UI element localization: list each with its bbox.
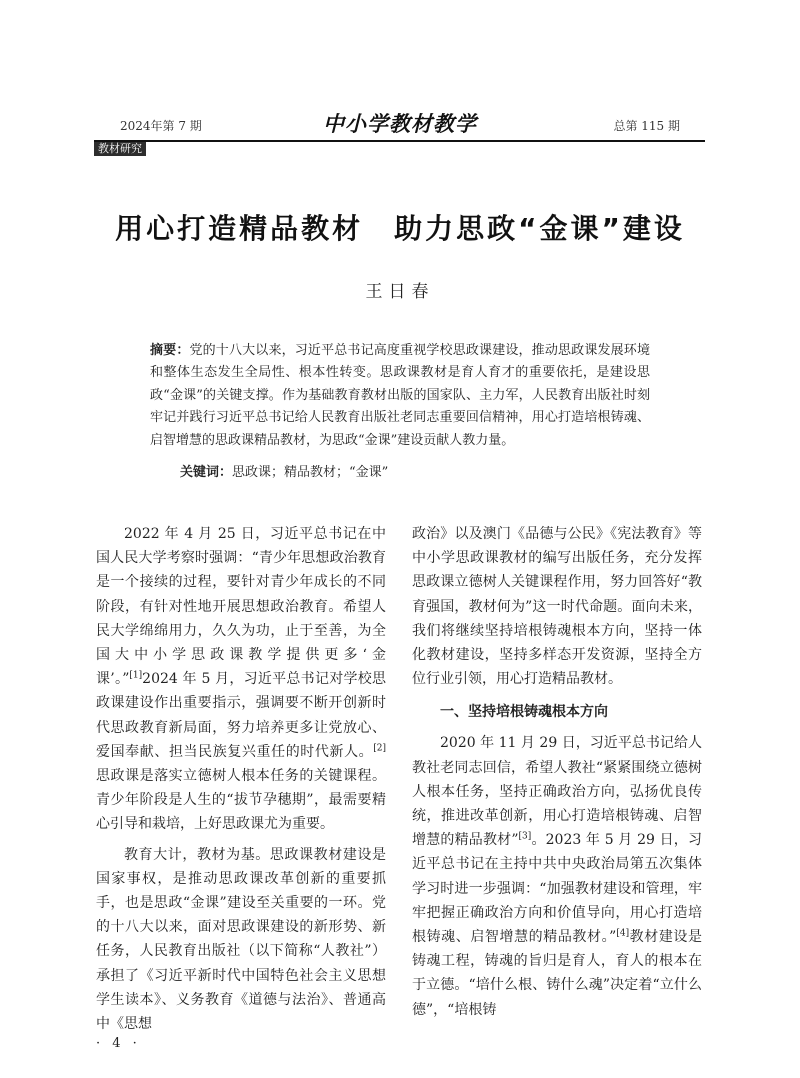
section-tag: 教材研究	[94, 142, 146, 156]
citation-ref: [4]	[616, 928, 630, 939]
paragraph-text: 。2023 年 5 月 29 日，习近平总书记在主持中共中央政治局第五次集体学习时进一步强调：“加强教材建设和管理，牢牢把握正确政治方向和价值导向，用心打造培根铸魂、启智增慧的精品教材。”	[412, 832, 702, 946]
page-number: · 4 ·	[96, 1036, 141, 1051]
paragraph	[412, 731, 702, 1021]
paragraph-text: 2024 年 5 月，习近平总书记对学校思政课建设作出重要指示，强调要不断开创新时代思政教育新局面，努力培养更多让党放心、爱国奉献、担当民族复兴重任的时代新人。	[96, 671, 387, 760]
journal-logo: 中小学教材教学	[323, 111, 477, 136]
keywords	[180, 462, 388, 484]
abstract-text: 党的十八大以来，习近平总书记高度重视学校思政课建设，推动思政课发展环境和整体生态发生全局性、根本性转变。思政课教材是育人育才的重要依托，是建设思政“金课”的关键支撑。作为基础教育教材出版的国家队、主力军，人民教育出版社时刻牢记并践行习近平总书记给人民教育出版社老同志重要回信精神，用心打造培根铸魂、启智增慧的思政课精品教材，为思政“金课”建设贡献人教力量。	[150, 343, 650, 448]
total-issue-label: 总第 115 期	[613, 119, 680, 133]
abstract	[150, 340, 650, 452]
paragraph-text: 思政课是落实立德树人根本任务的关键课程。青少年阶段是人生的“拔节孕穗期”，最需要精心引导和栽培，上好思政课尤为重要。	[96, 768, 386, 833]
article-title: 用心打造精品教材 助力思政“金课”建设	[115, 212, 685, 245]
keywords-label: 关键词：	[180, 465, 233, 480]
abstract-label: 摘要：	[150, 343, 190, 358]
paragraph	[96, 522, 386, 837]
body-column-left	[96, 522, 386, 1036]
article-author: 王日春	[365, 282, 435, 302]
paragraph: 教育大计，教材为基。思政课教材建设是国家事权，是推动思政课改革创新的重要抓手，也是思政“金课”建设至关重要的一环。党的十八大以来，面对思政课建设的新形势、新任务，人民教育出版社（以下简称“人教社”）承担了《习近平新时代中国特色社会主义思想学生读本》、义务教育《道德与法治》、普通高中《思想	[96, 846, 386, 1033]
section-heading: 一、坚持培根铸魂根本方向	[440, 704, 608, 721]
paragraph-continuation: 政治》以及澳门《品德与公民》《宪法教育》等中小学思政课教材的编写出版任务，充分发挥思政课立德树人关键课程作用，努力回答好“教育强国，教材何为”这一时代命题。面向未来，我们将继续坚持培根铸魂根本方向，坚持一体化教材建设，坚持多样态开发资源，坚持全方位行业引领，用心打造精品教材。	[412, 526, 702, 688]
citation-ref: [3]	[518, 831, 532, 842]
paragraph-text: 2022 年 4 月 25 日，习近平总书记在中国人民大学考察时强调：“青少年思想政治教育是一个接续的过程，要针对青少年成长的不同阶段，有针对性地开展思想政治教育。希望人民大学绵绵用力，久久为功，止于至善，为全国大中小学思政课教学提供更多‘金课’。”	[96, 526, 386, 688]
issue-label: 2024年第 7 期	[120, 119, 202, 133]
citation-ref: [2]	[373, 743, 386, 754]
paragraph-text: 2020 年 11 月 29 日，习近平总书记给人教社老同志回信，希望人教社“紧紧围绕立德树人根本任务，坚持正确政治方向，弘扬优良传统，推进改革创新，用心打造培根铸魂、启智增慧的精品教材”	[412, 735, 702, 849]
keywords-text: 思政课；精品教材；“金课”	[232, 465, 389, 480]
header-rule	[94, 140, 705, 142]
citation-ref: [1]	[129, 670, 143, 681]
body-column-right	[412, 522, 702, 1022]
paragraph-text: 教材建设是铸魂工程，铸魂的旨归是育人，育人的根本在于立德。“培什么根、铸什么魂”决定着“立什么德”，“培根铸	[412, 929, 702, 1018]
